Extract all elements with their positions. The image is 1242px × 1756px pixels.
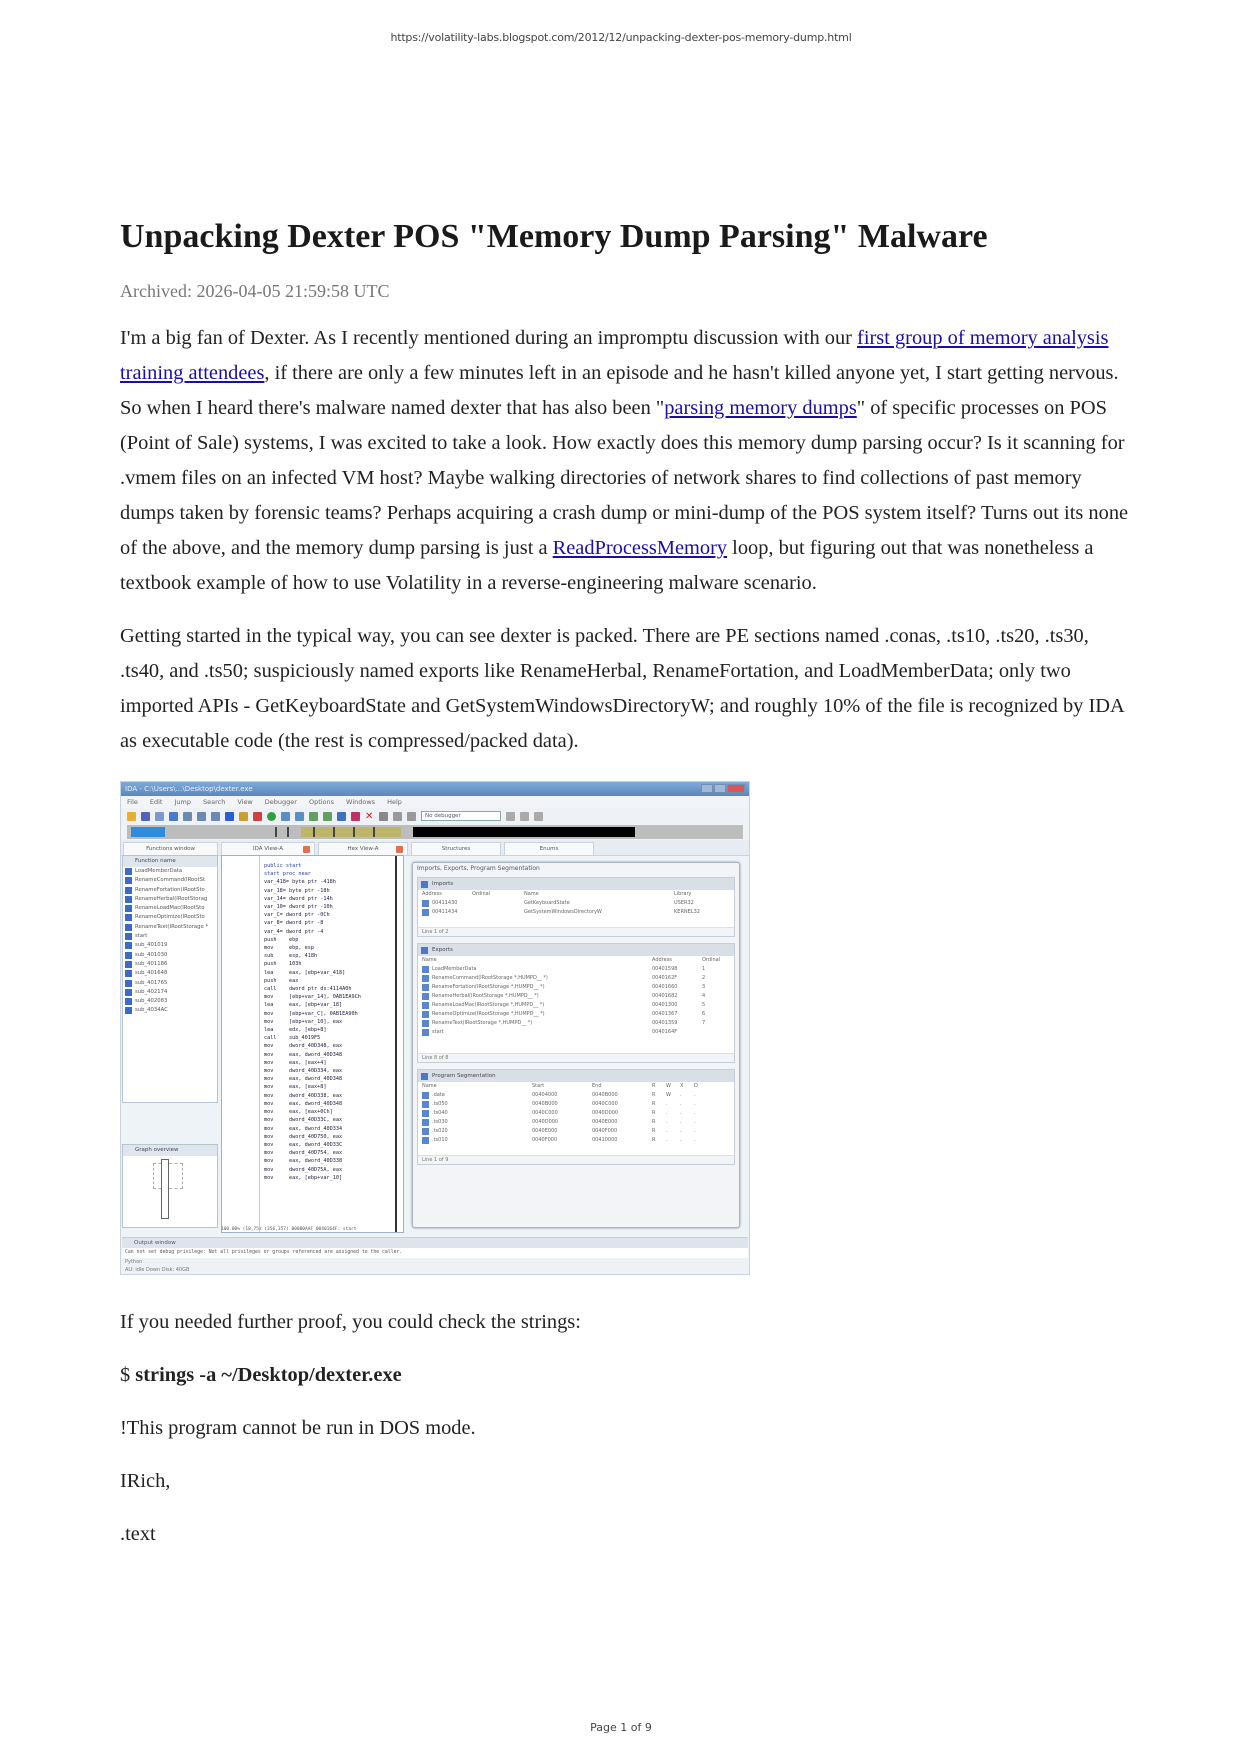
table-cell: .ts010 [432, 1137, 448, 1143]
function-item: sub_402083 [123, 997, 217, 1006]
output-title: Output window [122, 1238, 748, 1248]
table-cell: . [680, 1101, 682, 1107]
segments-pane [417, 1069, 735, 1165]
column-header: Address [652, 957, 672, 963]
disasm-gutter [222, 856, 260, 1232]
nav-marker [373, 827, 375, 837]
close-icon [727, 784, 745, 793]
exports-footer: Line 8 of 8 [418, 1053, 734, 1062]
imports-title: Imports [418, 878, 734, 890]
tool-icon [309, 812, 318, 821]
table-cell: . [694, 1119, 696, 1125]
imports-pane [417, 877, 735, 937]
strings-output-line: IRich, [120, 1470, 171, 1492]
disasm-line: start proc near [264, 871, 311, 878]
disasm-line: mov eax, dword_40D348 [264, 1051, 343, 1058]
table-cell: 00404000 [532, 1092, 558, 1098]
tab-close-icon [396, 846, 403, 853]
table-cell: 00411434 [432, 909, 458, 915]
link-readprocessmemory[interactable]: ReadProcessMemory [552, 537, 728, 559]
tool-icon [520, 812, 529, 821]
disasm-line: lea eax, [ebp+var_418] [264, 969, 346, 976]
function-item: sub_401019 [123, 941, 217, 950]
disasm-line: mov [ebp+var_10], eax [264, 1018, 343, 1025]
disasm-line: mov eax, dword_40D348 [264, 1076, 343, 1083]
disasm-line: push ebp [264, 936, 299, 943]
menu-item: Debugger [264, 798, 297, 806]
disasm-line: var_14= dword ptr -14h [264, 895, 333, 902]
function-item: RenameHerbal(IRootStorag [123, 895, 217, 904]
python-label: Python [125, 1259, 143, 1265]
segments-columns [418, 1082, 734, 1091]
function-item: sub_401765 [123, 979, 217, 988]
paragraph-strings-intro: If you needed further proof, you could check the strings: [120, 1311, 581, 1333]
table-cell: 0040F000 [592, 1128, 618, 1134]
back-icon [155, 812, 164, 821]
table-cell: 0040E000 [532, 1128, 558, 1134]
table-cell: . [680, 1110, 682, 1116]
tool-icon [534, 812, 543, 821]
table-cell: . [666, 1101, 668, 1107]
tab-ida-view [221, 842, 315, 855]
table-row [418, 908, 734, 917]
column-header: Name [524, 891, 539, 897]
column-header: D [694, 1083, 698, 1089]
table-row [418, 1028, 734, 1037]
table-cell: 7 [702, 1020, 706, 1026]
tool-icon [225, 812, 234, 821]
table-cell: .ts050 [432, 1101, 448, 1107]
table-row [418, 1136, 734, 1145]
table-cell: 3 [702, 984, 706, 990]
iep-title: Imports, Exports, Program Segmentation [417, 865, 540, 872]
disasm-line: var_18= byte ptr -18h [264, 887, 330, 894]
column-header: W [666, 1083, 671, 1089]
article-title: Unpacking Dexter POS "Memory Dump Parsing" Malware [120, 218, 988, 255]
disasm-line: mov dword_40D338, eax [264, 1092, 343, 1099]
functions-header: Function name [123, 856, 217, 867]
table-row [418, 1091, 734, 1100]
functions-pane [122, 855, 218, 1103]
disasm-line: mov dword_40D334, eax [264, 1068, 343, 1075]
table-cell: 1 [702, 966, 706, 972]
forward-icon [169, 812, 178, 821]
disasm-line: mov [ebp+var_14], 0AB1EA9Ch [264, 994, 361, 1001]
imports-rows [418, 899, 734, 917]
function-item: LoadMemberData [123, 867, 217, 876]
delete-icon: ✕ [365, 810, 374, 822]
table-cell: LoadMemberData [432, 966, 477, 972]
table-cell: . [694, 1110, 696, 1116]
table-cell: R [652, 1119, 656, 1125]
article [120, 215, 1130, 1552]
table-cell: . [680, 1092, 682, 1098]
ida-screenshot [120, 781, 750, 1275]
table-cell: RenameHerbal(IRootStorage *,HUMPD__ *) [432, 993, 539, 999]
ida-toolbar [121, 808, 749, 824]
disasm-line: mov dword_40D75A, eax [264, 1166, 343, 1173]
output-line: Can not set debug privilege: Not all privileges or groups referenced are assigned to the caller. [122, 1248, 748, 1258]
disasm-line: mov dword_40D754, eax [264, 1150, 343, 1157]
function-item: sub_402174 [123, 988, 217, 997]
ida-menu-bar [121, 796, 749, 808]
imports-columns [418, 890, 734, 899]
table-row [418, 1118, 734, 1127]
menu-item: Windows [346, 798, 376, 806]
column-header: X [680, 1083, 684, 1089]
disasm-line: var_418= byte ptr -418h [264, 879, 336, 886]
table-cell [702, 1028, 732, 1037]
disasm-line: public start [264, 863, 302, 869]
disasm-line: mov eax, [eax+4] [264, 1059, 327, 1066]
disasm-line: mov eax, [eax+8] [264, 1084, 327, 1091]
ida-status-bar: AU: idle Down Disk: 40GB [125, 1267, 190, 1273]
tool-icon [211, 812, 220, 821]
archived-timestamp: Archived: 2026-04-05 21:59:58 UTC [120, 281, 390, 301]
text: " of specific processes on POS (Point of Sale) systems, I was excited to take a look. How exactly does this memory dump parsing occur? Is it scanning for .vmem files on an infected VM host? Maybe walking directories of network shares to find collections of past memory dumps taken by forensic teams? Perhaps acquiring a crash dump or mini-dump of the POS system itself? Turns out its none of the above, and the memory dump parsing is just a [120, 397, 1129, 559]
table-cell: W [666, 1092, 671, 1098]
table-cell: . [666, 1110, 668, 1116]
tool-icon [197, 812, 206, 821]
disasm-line: mov dword_40D33C, eax [264, 1117, 343, 1124]
table-cell: 0040164F [652, 1029, 678, 1035]
column-header: Address [422, 891, 442, 897]
table-row [418, 983, 734, 992]
table-cell: USER32 [674, 900, 694, 906]
command-text: strings -a ~/Desktop/dexter.exe [135, 1364, 402, 1386]
table-row [418, 899, 734, 908]
disasm-line: mov dword_40D750, eax [264, 1133, 343, 1140]
disasm-line: mov eax, dword_40D348 [264, 1100, 343, 1107]
menu-item: Search [202, 798, 226, 806]
table-cell: . [694, 1137, 696, 1143]
table-cell: 00401367 [652, 1011, 678, 1017]
page-url: https://volatility-labs.blogspot.com/2012/12/unpacking-dexter-pos-memory-dump.html [390, 31, 852, 44]
table-cell: RenameText(IRootStorage *,HUMPD__ *) [432, 1020, 533, 1026]
table-cell: 0040C000 [532, 1110, 558, 1116]
nav-marker [353, 827, 355, 837]
menu-item: File [127, 798, 138, 806]
window-controls [701, 784, 745, 793]
play-icon [379, 812, 388, 821]
table-cell: R [652, 1128, 656, 1134]
tool-icon [337, 812, 346, 821]
minimize-icon [701, 784, 713, 793]
disasm-line: push eax [264, 977, 299, 984]
column-header: Name [422, 1083, 437, 1089]
table-cell: 0040162F [652, 975, 678, 981]
functions-list [123, 867, 217, 1016]
tab-hex-view [318, 842, 408, 855]
function-item: sub_4034AC [123, 1006, 217, 1015]
disasm-line: var_4= dword ptr -4 [264, 928, 324, 935]
table-cell: start [432, 1029, 444, 1035]
function-item: RenameText(IRootStorage * [123, 923, 217, 932]
output-window [122, 1237, 748, 1275]
tool-icon [239, 812, 248, 821]
exports-title: Exports [418, 944, 734, 956]
table-cell: . [680, 1119, 682, 1125]
stop-icon [407, 812, 416, 821]
menu-item: Options [308, 798, 335, 806]
exports-columns [418, 956, 734, 965]
tab-label: IDA View-A [253, 846, 283, 852]
table-cell: . [694, 1128, 696, 1134]
table-cell: 6 [702, 1011, 706, 1017]
table-cell: 0040F000 [532, 1137, 558, 1143]
function-item: sub_401186 [123, 960, 217, 969]
disasm-line: mov eax, dword_40D334 [264, 1125, 343, 1132]
tab-structures [411, 842, 501, 855]
tool-icon [506, 812, 515, 821]
tab-close-icon [303, 846, 310, 853]
segments-title: Program Segmentation [418, 1070, 734, 1082]
table-cell: 00410000 [592, 1137, 618, 1143]
table-cell: 00401359 [652, 1020, 678, 1026]
nav-marker [333, 827, 335, 837]
column-header: End [592, 1083, 602, 1089]
disasm-line: mov eax, [eax+0Ch] [264, 1109, 333, 1116]
table-cell: 0040E000 [592, 1119, 618, 1125]
text: , if there are only a few minutes left in an episode and he hasn't killed anyone yet, I start getting nervous. So when I heard there's malware named dexter that has also been " [120, 362, 1119, 419]
table-cell: . [666, 1128, 668, 1134]
paragraph-packed: Getting started in the typical way, you can see dexter is packed. There are PE sections named .conas, .ts10, .ts20, .ts30, .ts40, and .ts50; suspiciously named exports like RenameHerbal, RenameFortation, and LoadMemberData; only two imported APIs - GetKeyboardState and GetSystemWindowsDirectoryW; and roughly 10% of the file is recognized by IDA as executable code (the rest is compressed/packed data). [120, 625, 1124, 752]
menu-item: View [237, 798, 253, 806]
exports-rows [418, 965, 734, 1037]
table-cell: 2 [702, 975, 706, 981]
table-row [418, 992, 734, 1001]
table-cell: GetKeyboardState [524, 900, 570, 906]
debugger-select: No debugger [421, 811, 501, 821]
disasm-line: var_8= dword ptr -8 [264, 920, 324, 927]
tab-label: Functions window [146, 846, 195, 852]
table-cell: R [652, 1110, 656, 1116]
table-cell: 4 [702, 993, 706, 999]
disasm-status: 100.00% (18,75) (356,357) 00000AAF 0040164F: start [221, 1227, 357, 1232]
nav-unexplored-segment [413, 827, 635, 837]
disasm-line: mov ebp, esp [264, 945, 314, 952]
disasm-line: sub esp, 418h [264, 953, 318, 960]
table-row [418, 974, 734, 983]
disasm-line: lea eax, [ebp+var_18] [264, 1002, 343, 1009]
disasm-line: push 103h [264, 961, 302, 968]
disassembly-view [221, 855, 404, 1233]
function-item: start [123, 932, 217, 941]
disasm-scrollbar [395, 856, 397, 1232]
column-header: Ordinal [702, 957, 721, 963]
disasm-line: mov [ebp+var_C], 0AB1EA90h [264, 1010, 358, 1017]
segments-footer: Line 1 of 9 [418, 1155, 734, 1164]
graph-overview-title: Graph overview [123, 1145, 217, 1156]
table-cell: 0040B000 [532, 1101, 558, 1107]
table-cell: 5 [702, 1002, 706, 1008]
table-cell: RenameFortation(IRootStorage *,HUMPD__ *) [432, 984, 545, 990]
table-cell [472, 899, 524, 908]
function-item: RenameFortation(IRootSto [123, 886, 217, 895]
table-cell: R [652, 1137, 656, 1143]
function-item: sub_401648 [123, 969, 217, 978]
function-item: sub_401030 [123, 951, 217, 960]
paragraph-intro [120, 321, 1130, 601]
table-cell: RenameLoadMac(IRootStorage *,HUMPD__ *) [432, 1002, 545, 1008]
strings-output-line: .text [120, 1523, 156, 1545]
table-cell: R [652, 1101, 656, 1107]
table-cell: . [694, 1092, 696, 1098]
tool-icon [295, 812, 304, 821]
table-cell: 00401682 [652, 993, 678, 999]
link-training-attendees[interactable]: first group of memory analysis training attendees [120, 327, 1109, 384]
navigation-band [127, 825, 743, 839]
tool-icon [253, 812, 262, 821]
column-header: Library [674, 891, 692, 897]
table-cell: 0040D000 [592, 1110, 619, 1116]
tab-enums [504, 842, 594, 855]
table-row [418, 1001, 734, 1010]
table-cell: . [666, 1119, 668, 1125]
column-header: Start [532, 1083, 545, 1089]
table-cell: .data [432, 1092, 445, 1098]
table-row [418, 1100, 734, 1109]
table-cell: .ts040 [432, 1110, 448, 1116]
disasm-line: var_10= dword ptr -10h [264, 904, 333, 911]
tab-label: Enums [539, 846, 559, 852]
menu-item: Edit [149, 798, 163, 806]
table-cell: R [652, 1092, 656, 1098]
disasm-line: call dword ptr ds:4114A0h [264, 986, 352, 993]
table-row [418, 1010, 734, 1019]
table-cell: KERNEL32 [674, 909, 700, 915]
table-cell: 00401598 [652, 966, 678, 972]
tool-icon [351, 812, 360, 821]
table-row [418, 965, 734, 974]
menu-item: Help [387, 798, 402, 806]
table-cell [472, 908, 524, 917]
command-prompt: $ [120, 1364, 136, 1386]
disasm-code [264, 862, 361, 1182]
graph-overview-pane [122, 1144, 218, 1228]
ida-tabs [121, 840, 749, 856]
disasm-line: mov eax, dword_40D33C [264, 1141, 343, 1148]
table-cell: . [694, 1101, 696, 1107]
imports-footer: Line 1 of 2 [418, 927, 734, 936]
disasm-line: mov eax, dword_40D338 [264, 1158, 343, 1165]
link-parsing-memory-dumps[interactable]: parsing memory dumps [664, 397, 857, 419]
text: I'm a big fan of Dexter. As I recently mentioned during an impromptu discussion with our [120, 327, 858, 349]
table-cell: 00411430 [432, 900, 458, 906]
page-number: Page 1 of 9 [590, 1721, 652, 1734]
column-header: Ordinal [472, 891, 491, 897]
table-row [418, 1019, 734, 1028]
table-cell: 00401300 [652, 1002, 678, 1008]
function-item: RenameOptimize(IRootSto [123, 913, 217, 922]
disasm-line: call sub_4019F5 [264, 1035, 321, 1042]
nav-marker [275, 827, 277, 837]
table-cell: . [680, 1137, 682, 1143]
table-cell: RenameCommand(IRootStorage *,HUMPD__ *) [432, 975, 548, 981]
table-cell: 0040D000 [532, 1119, 559, 1125]
tool-icon [267, 812, 276, 821]
tool-icon [323, 812, 332, 821]
table-cell: . [680, 1128, 682, 1134]
table-cell: RenameOptimize(IRootStorage *,HUMPD__ *) [432, 1011, 545, 1017]
table-cell: 00401660 [652, 984, 678, 990]
imports-exports-window [412, 862, 740, 1228]
pause-icon [393, 812, 402, 821]
exports-pane [417, 943, 735, 1063]
function-item: RenameCommand(IRootSt [123, 876, 217, 885]
table-cell: . [666, 1137, 668, 1143]
tab-label: Structures [441, 846, 471, 852]
nav-code-segment [131, 827, 165, 837]
menu-item: Jump [174, 798, 191, 806]
column-header: Name [422, 957, 437, 963]
disasm-line: lea edx, [ebp+8] [264, 1027, 327, 1034]
segments-rows [418, 1091, 734, 1145]
nav-marker [287, 827, 289, 837]
save-icon [141, 812, 150, 821]
table-cell: GetSystemWindowsDirectoryW [524, 909, 602, 915]
table-row [418, 1109, 734, 1118]
disasm-line: mov dword_40D348, eax [264, 1043, 343, 1050]
open-icon [127, 812, 136, 821]
ida-window-title [121, 782, 749, 796]
nav-data-segment [301, 827, 401, 837]
tool-icon [281, 812, 290, 821]
column-header: R [652, 1083, 656, 1089]
tool-icon [183, 812, 192, 821]
text: loop, but figuring out that was nonetheless a textbook example of how to use Volatility in a reverse-engineering malware scenario. [120, 537, 1094, 594]
table-cell: .ts030 [432, 1119, 448, 1125]
table-cell: 0040C000 [592, 1101, 618, 1107]
window-title-text: IDA - C:\Users\...\Desktop\dexter.exe [125, 785, 253, 793]
graph-node [161, 1159, 169, 1219]
tab-label: Hex View-A [347, 846, 379, 852]
maximize-icon [714, 784, 726, 793]
function-item: RenameLoadMac(IRootSto [123, 904, 217, 913]
command-line [120, 1358, 1130, 1393]
disasm-line: mov eax, [ebp+var_10] [264, 1174, 343, 1181]
disasm-line: var_C= dword ptr -0Ch [264, 912, 330, 919]
table-cell: 0040B000 [592, 1092, 618, 1098]
table-cell: .ts020 [432, 1128, 448, 1134]
strings-output-line: !This program cannot be run in DOS mode. [120, 1417, 476, 1439]
nav-marker [313, 827, 315, 837]
tab-functions-window [123, 842, 218, 855]
table-row [418, 1127, 734, 1136]
